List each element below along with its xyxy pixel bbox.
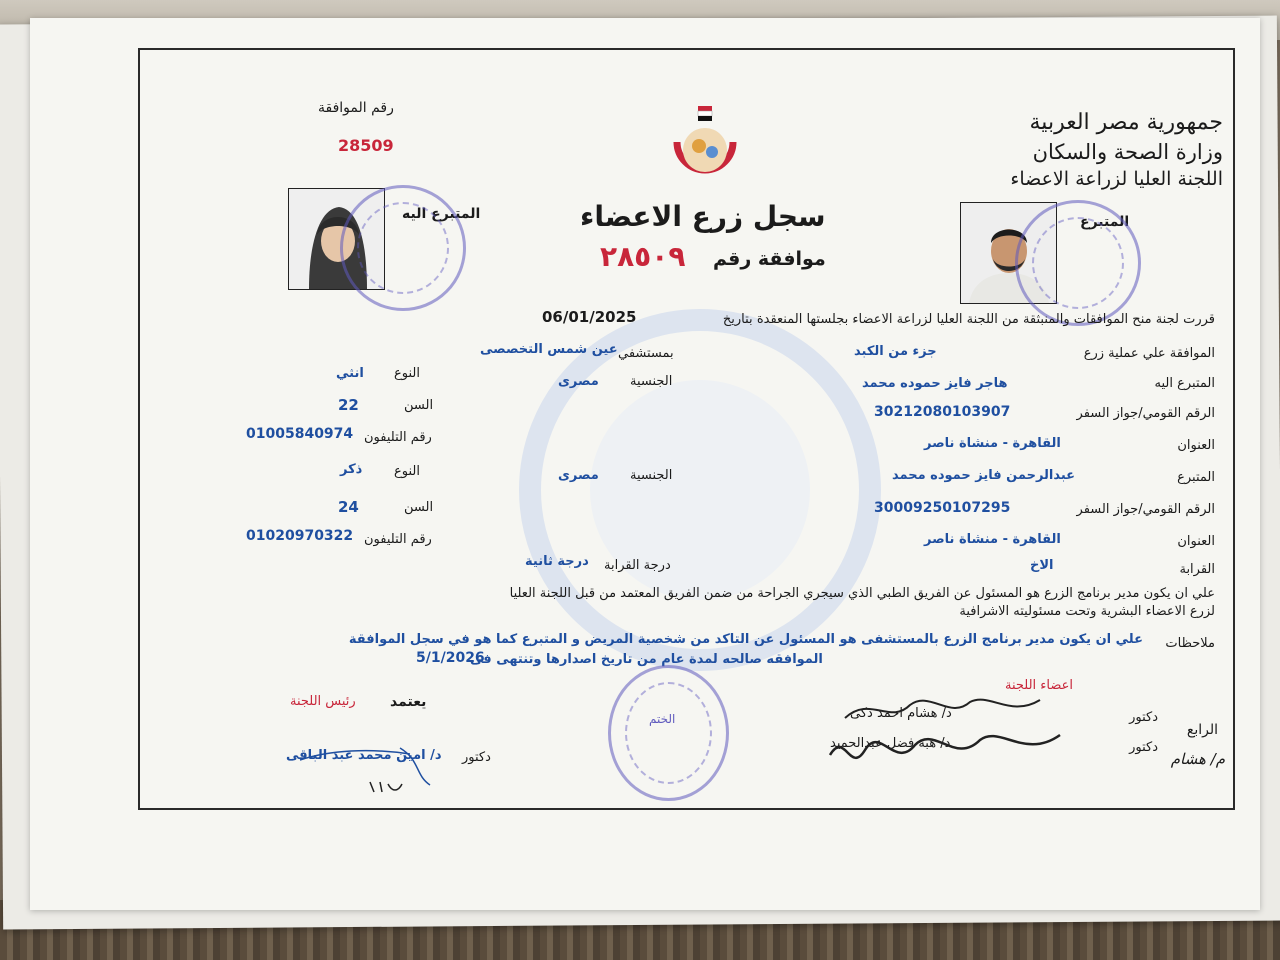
recipient-photo-stamp [340,185,466,311]
donor-relation-value: الاخ [1030,558,1054,573]
donor-id-label: الرقم القومي/جواز السفر [1076,502,1215,517]
procedure-label: الموافقة علي عملية زرع [1083,346,1215,361]
chair-label: رئيس اللجنة [290,694,356,709]
hospital-label: بمستشفي [618,346,674,361]
approve-label: يعتمد [390,694,427,710]
donor-gender-label: النوع [394,464,420,479]
committee-members-label: اعضاء اللجنة [1004,678,1073,693]
donor-phone-value: 01020970322 [246,528,354,544]
recipient-phone-value: 01005840974 [246,426,354,442]
certificate-frame [138,48,1235,810]
title-approval-label: موافقة رقم [713,248,826,270]
official-seal-label: الختم [649,712,676,726]
document-title: سجل زرع الاعضاء [580,200,826,233]
header-republic: جمهورية مصر العربية [1029,110,1223,135]
approval-number-label: رقم الموافقة [318,100,394,116]
member2-name: د/ هبة فضل عبدالحميد [830,736,951,751]
recipient-age-label: السن [404,398,434,413]
chair-doctor-label: دكتور [462,750,491,765]
fourth-member-label: الرابع [1186,722,1218,738]
recipient-name-label: المتبرع اليه [1154,376,1215,391]
donor-photo-stamp [1015,200,1141,326]
donor-address-value: القاهرة - منشاة ناصر [924,532,1061,547]
recipient-photo-label: المتبرع اليه [402,206,481,222]
recipient-id-value: 30212080103907 [874,404,1011,420]
recipient-name-value: هاجر فايز حموده محمد [862,376,1008,391]
recipient-nationality-value: مصرى [558,374,599,389]
donor-relation-label: القرابة [1179,562,1215,577]
notes-label: ملاحظات [1165,636,1215,651]
procedure-value: جزء من الكبد [854,344,937,359]
donor-name-value: عبدالرحمن فايز حموده محمد [892,468,1076,483]
member2-signature [820,720,1080,780]
notes-line-2: الموافقه صالحه لمدة عام من تاريخ اصدارها وتنتهى فى [470,652,823,667]
donor-gender-value: ذكر [340,462,363,477]
recipient-phone-label: رقم التليفون [364,430,432,445]
decision-date: 06/01/2025 [542,308,637,326]
recipient-address-label: العنوان [1177,438,1215,453]
certificate-sheet [30,18,1260,910]
recipient-address-value: القاهرة - منشاة ناصر [924,436,1061,451]
donor-phone-label: رقم التليفون [364,532,432,547]
donor-photo-label: المتبرع [1080,214,1130,230]
chair-signature [290,740,450,795]
member1-doctor-label: دكتور [1129,710,1158,725]
recipient-age-value: 22 [338,396,359,414]
member1-name: د/ هشام احمد ذكى [850,706,952,721]
recipient-gender-value: انثي [336,366,364,381]
notes-expiry-date: 5/1/2026 [416,650,485,666]
donor-name-label: المتبرع [1177,470,1215,485]
approval-number-value: 28509 [338,136,394,155]
donor-nationality-label: الجنسية [630,468,673,483]
decision-text: قررت لجنة منح الموافقات والمنبثقة من اللجنة العليا لزراعة الاعضاء بجلستها المنعقدة بتاريخ [722,312,1215,327]
hospital-value: عين شمس التخصصى [480,342,618,357]
conditions-line-2: لزرع الاعضاء البشرية وتحت مسئوليته الاشرافية [959,604,1215,619]
header-committee: اللجنة العليا لزراعة الاعضاء [1010,168,1223,190]
committee-logo [667,102,743,192]
recipient-id-label: الرقم القومي/جواز السفر [1076,406,1215,421]
header-ministry: وزارة الصحة والسكان [1032,140,1223,164]
donor-degree-value: درجة ثانية [525,554,589,569]
chair-name: د/ امين محمد عبد الباقى [286,748,442,763]
fourth-member-signature: م/ هشام [1170,750,1225,768]
donor-age-label: السن [404,500,434,515]
donor-degree-label: درجة القرابة [604,558,671,573]
donor-id-value: 30009250107295 [874,500,1011,516]
conditions-line-1: علي ان يكون مدير برنامج الزرع هو المسئول عن الفريق الطبي الذي سيجري الجراحة من ضمن الفريق المعتمد من قبل اللجنة العليا [509,586,1215,601]
recipient-nationality-label: الجنسية [630,374,673,389]
recipient-gender-label: النوع [394,366,420,381]
donor-age-value: 24 [338,498,359,516]
title-approval-number: ٢٨٥٠٩ [600,240,686,273]
member2-doctor-label: دكتور [1129,740,1158,755]
donor-address-label: العنوان [1177,534,1215,549]
donor-nationality-value: مصرى [558,468,599,483]
official-seal [608,665,729,801]
notes-line-1: علي ان يكون مدير برنامج الزرع بالمستشفى هو المسئول عن التاكد من شخصية المريض و المتبرع كما هو في سجل الموافقة [348,632,1143,647]
